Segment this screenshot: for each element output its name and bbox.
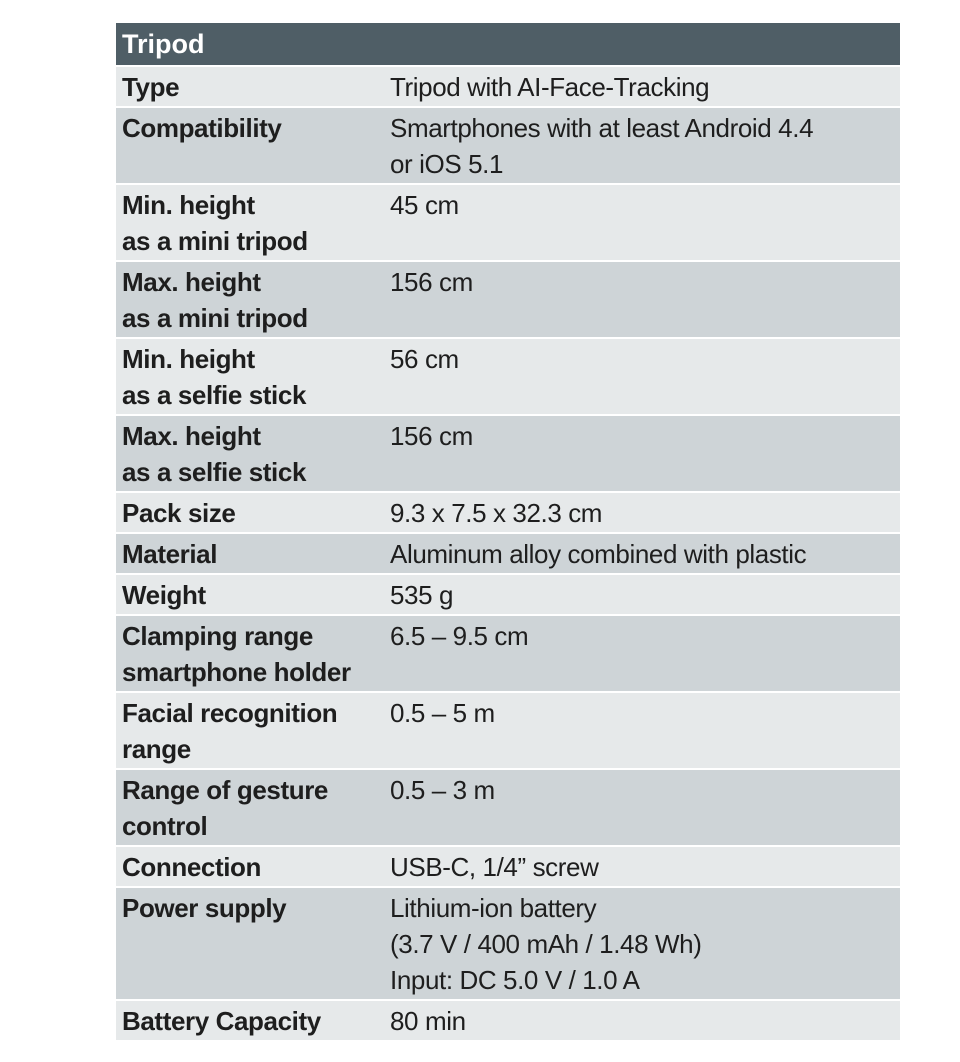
row-label: Weight bbox=[122, 580, 206, 610]
table-row bbox=[116, 573, 900, 614]
table-title: Tripod bbox=[116, 23, 900, 65]
row-value: 0.5 – 3 m bbox=[390, 775, 495, 805]
row-label: Min. height as a mini tripod bbox=[122, 190, 308, 256]
row-value: Smartphones with at least Android 4.4 or iOS 5.1 bbox=[390, 113, 814, 179]
table-row bbox=[116, 491, 900, 532]
table-row bbox=[116, 414, 900, 491]
row-value: 156 cm bbox=[390, 421, 473, 451]
table-row bbox=[116, 106, 900, 183]
table-row bbox=[116, 614, 900, 691]
table-row bbox=[116, 768, 900, 845]
row-label: Compatibility bbox=[122, 113, 282, 143]
table-row bbox=[116, 337, 900, 414]
table-row bbox=[116, 845, 900, 886]
table-row bbox=[116, 999, 900, 1040]
row-label: Battery Capacity bbox=[122, 1006, 321, 1036]
row-value: Lithium-ion battery (3.7 V / 400 mAh / 1.48 Wh) Input: DC 5.0 V / 1.0 A bbox=[390, 893, 702, 995]
row-value: USB-C, 1/4” screw bbox=[390, 852, 599, 882]
row-value: 6.5 – 9.5 cm bbox=[390, 621, 529, 651]
table-row bbox=[116, 183, 900, 260]
row-label: Clamping range smartphone holder bbox=[122, 621, 351, 687]
row-value: 156 cm bbox=[390, 267, 473, 297]
row-label: Pack size bbox=[122, 498, 236, 528]
row-label: Min. height as a selfie stick bbox=[122, 344, 306, 410]
row-label: Connection bbox=[122, 852, 261, 882]
row-label: Max. height as a selfie stick bbox=[122, 421, 306, 487]
row-label: Type bbox=[122, 72, 180, 102]
row-label: Power supply bbox=[122, 893, 287, 923]
spec-table bbox=[116, 23, 900, 1040]
row-value: Aluminum alloy combined with plastic bbox=[390, 539, 807, 569]
row-value: 535 g bbox=[390, 580, 454, 610]
row-label: Range of gesture control bbox=[122, 775, 328, 841]
row-value: Tripod with AI-Face-Tracking bbox=[390, 72, 710, 102]
row-value: 9.3 x 7.5 x 32.3 cm bbox=[390, 498, 603, 528]
row-value: 80 min bbox=[390, 1006, 466, 1036]
row-value: 45 cm bbox=[390, 190, 459, 220]
row-label: Facial recognition range bbox=[122, 698, 338, 764]
row-value: 0.5 – 5 m bbox=[390, 698, 495, 728]
table-row bbox=[116, 886, 900, 999]
table-row bbox=[116, 65, 900, 106]
table-row bbox=[116, 260, 900, 337]
row-label: Max. height as a mini tripod bbox=[122, 267, 308, 333]
table-row bbox=[116, 691, 900, 768]
row-label: Material bbox=[122, 539, 218, 569]
row-value: 56 cm bbox=[390, 344, 459, 374]
table-row bbox=[116, 532, 900, 573]
